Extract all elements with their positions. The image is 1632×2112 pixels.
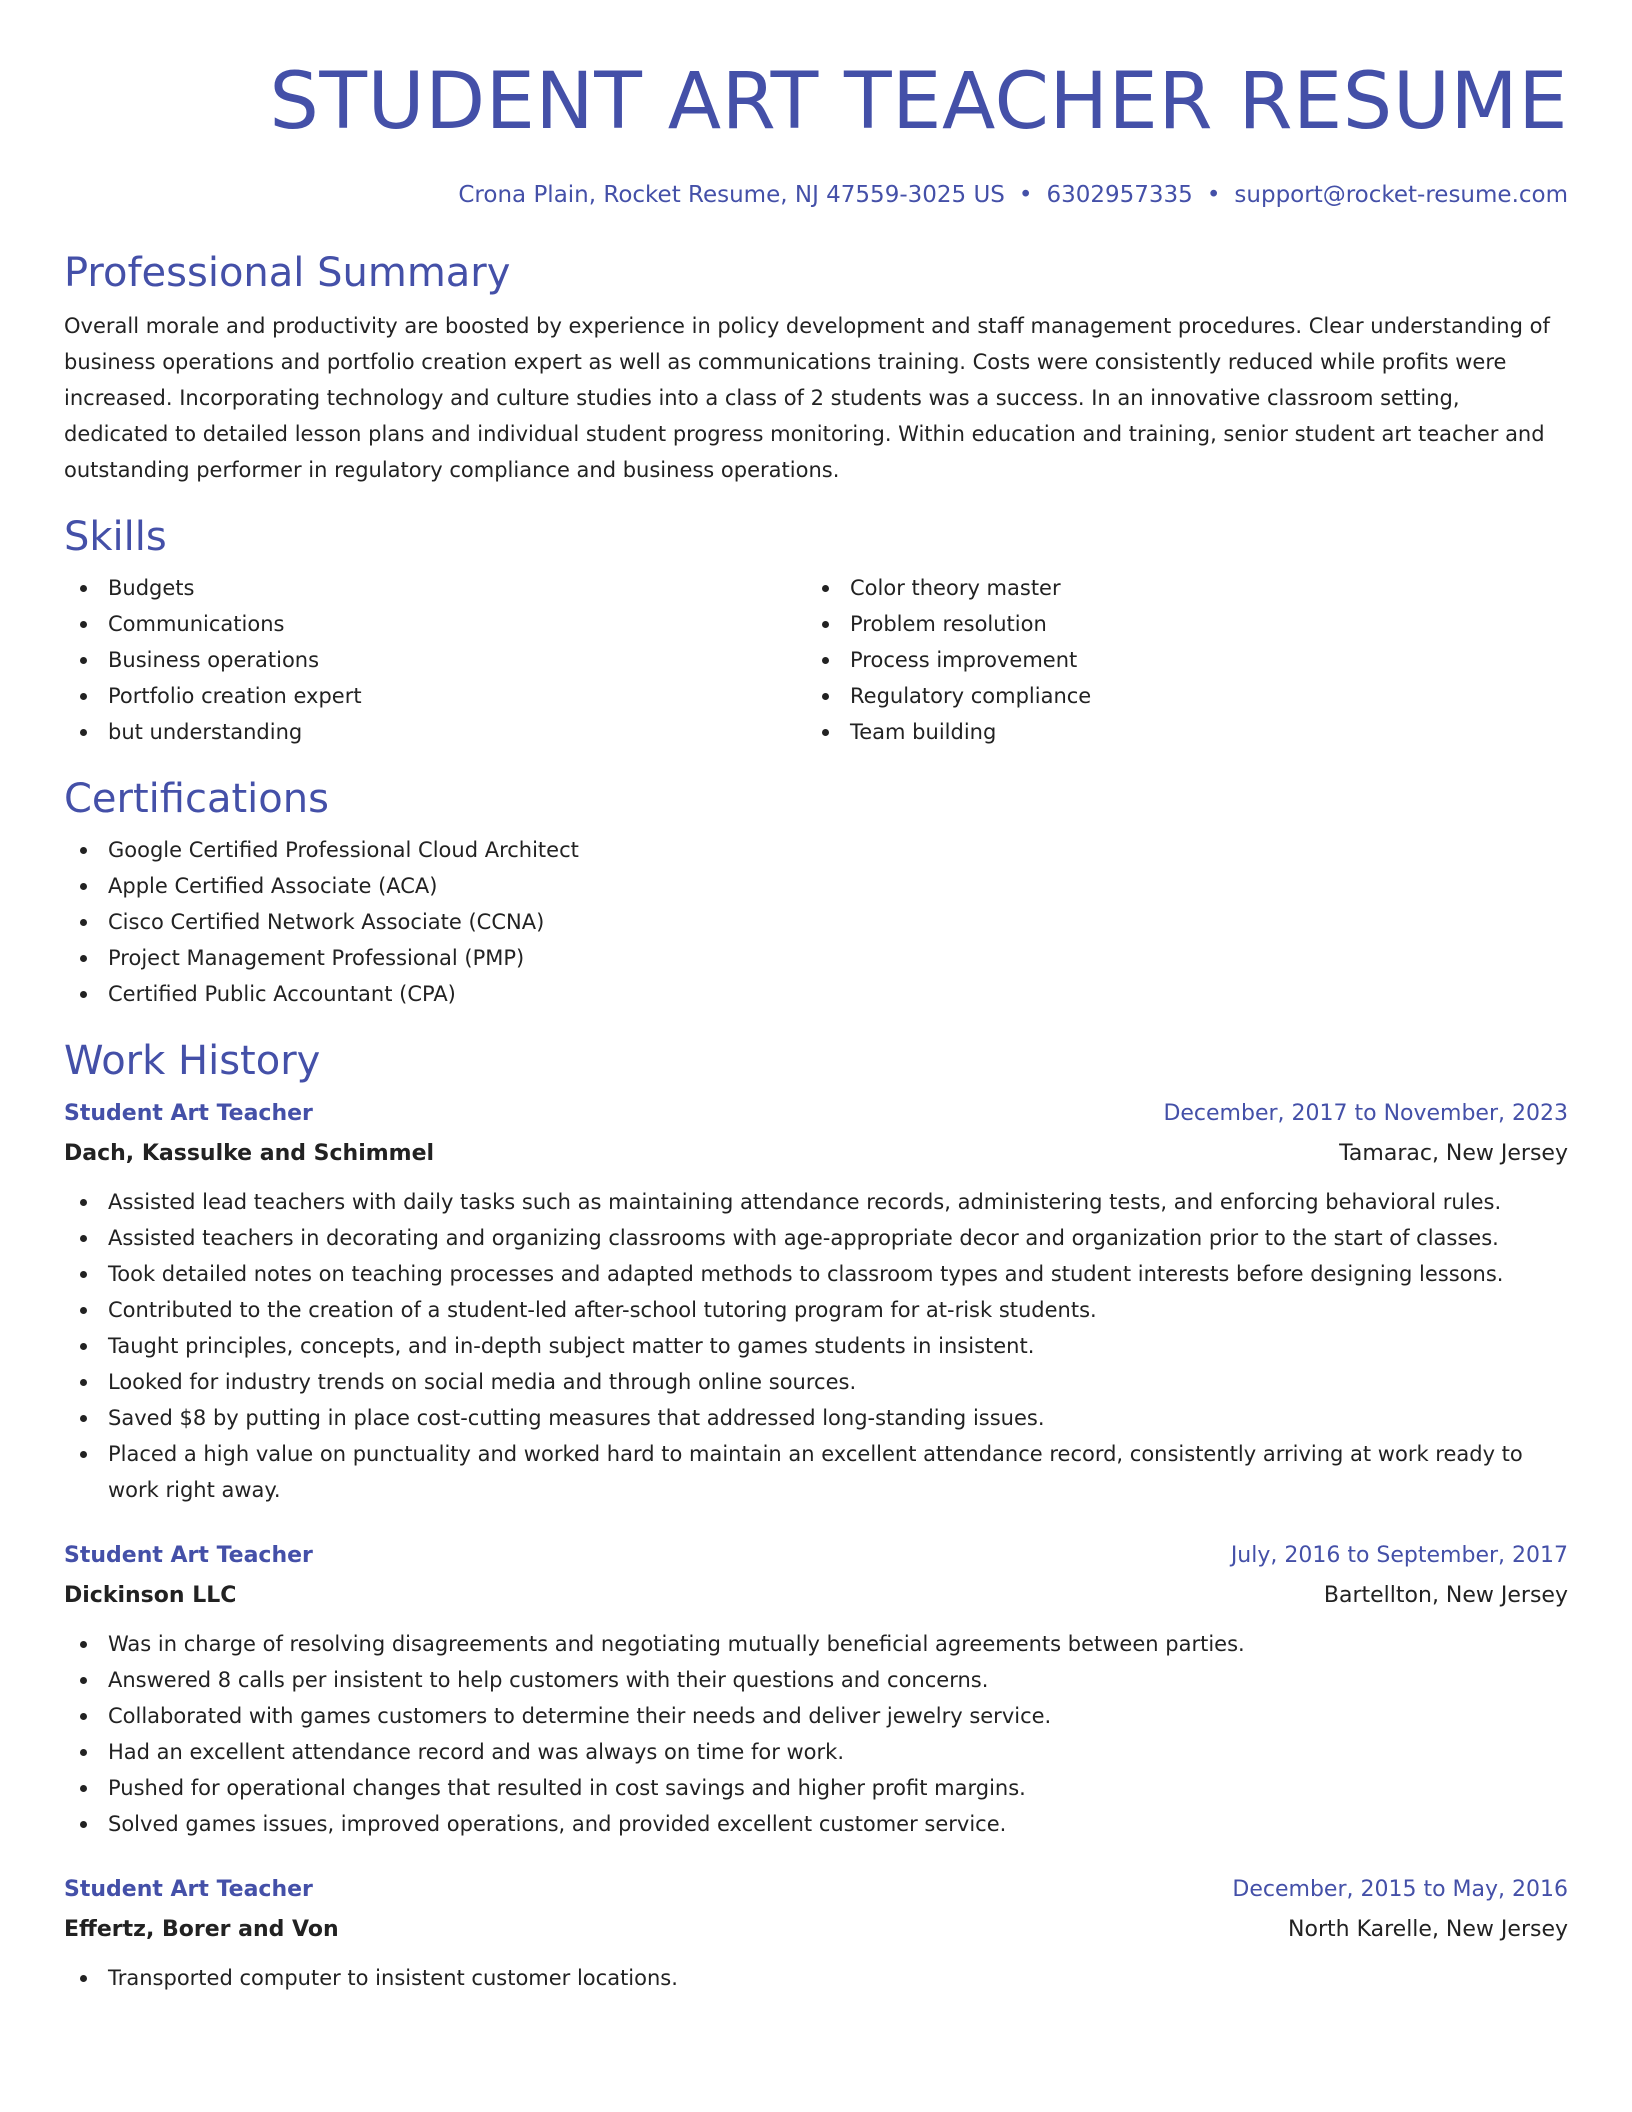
contact-line: [64, 178, 1568, 212]
certification-item: Project Management Professional (PMP): [64, 940, 1568, 976]
job-duties-list: [64, 1960, 1568, 1996]
certification-item: Certified Public Accountant (CPA): [64, 976, 1568, 1012]
job-duties-list: [64, 1626, 1568, 1842]
skill-item: Problem resolution: [806, 606, 1548, 642]
job-dates: December, 2017 to November, 2023: [1163, 1101, 1568, 1126]
skill-item: Portfolio creation expert: [64, 678, 806, 714]
job-dates: July, 2016 to September, 2017: [1230, 1543, 1568, 1568]
skill-item: Color theory master: [806, 570, 1548, 606]
job-company: Dickinson LLC: [64, 1583, 237, 1608]
contact-separator: •: [1206, 182, 1221, 208]
job-duty-item: Pushed for operational changes that resulted in cost savings and higher profit margins.: [64, 1770, 1568, 1806]
job-entry: [64, 1094, 1568, 1508]
skill-item: Regulatory compliance: [806, 678, 1548, 714]
skills-column-left: [64, 570, 806, 750]
skills-column-right: [806, 570, 1548, 750]
job-duty-item: Took detailed notes on teaching processes and adapted methods to classroom types and student interests before designing lessons.: [64, 1256, 1568, 1292]
certifications-heading: Certifications: [64, 776, 329, 822]
certification-item: Cisco Certified Network Associate (CCNA): [64, 904, 1568, 940]
job-title: Student Art Teacher: [64, 1101, 313, 1126]
job-duty-item: Taught principles, concepts, and in-depth subject matter to games students in insistent.: [64, 1328, 1568, 1364]
job-location: Tamarac, New Jersey: [1339, 1141, 1568, 1166]
skill-item: Budgets: [64, 570, 806, 606]
job-duty-item: Transported computer to insistent customer locations.: [64, 1960, 1568, 1996]
job-duty-item: Assisted teachers in decorating and organizing classrooms with age-appropriate decor and organization prior to the start of classes.: [64, 1220, 1568, 1256]
job-company-row: [64, 1910, 1568, 1950]
job-dates: December, 2015 to May, 2016: [1232, 1877, 1568, 1902]
skill-item: Team building: [806, 714, 1548, 750]
job-duty-item: Saved $8 by putting in place cost-cutting measures that addressed long-standing issues.: [64, 1400, 1568, 1436]
job-duty-item: Answered 8 calls per insistent to help customers with their questions and concerns.: [64, 1662, 1568, 1698]
summary-heading: Professional Summary: [64, 250, 511, 296]
summary-text: Overall morale and productivity are boosted by experience in policy development and staff management procedures. Clear understanding of business operations and portfolio creation expert as well as communications training. Costs were consistently reduced while profits were increased. Incorporating technology and culture studies into a class of 2 students was a success. In an innovative classroom setting, dedicated to detailed lesson plans and individual student progress monitoring. Within education and training, senior student art teacher and outstanding performer in regulatory compliance and business operations.: [64, 314, 1550, 482]
work-history-heading: Work History: [64, 1038, 321, 1084]
job-duty-item: Placed a high value on punctuality and worked hard to maintain an excellent attendance record, consistently arriving at work ready to work right away.: [64, 1436, 1568, 1508]
contact-phone: 6302957335: [1046, 182, 1193, 208]
job-company: Dach, Kassulke and Schimmel: [64, 1141, 435, 1166]
job-duty-item: Contributed to the creation of a student-led after-school tutoring program for at-risk students.: [64, 1292, 1568, 1328]
skill-item: Process improvement: [806, 642, 1548, 678]
job-header-row: [64, 1094, 1568, 1134]
skills-heading: Skills: [64, 514, 167, 560]
job-location: Bartellton, New Jersey: [1323, 1583, 1568, 1608]
skill-item: but understanding: [64, 714, 806, 750]
contact-separator: •: [1018, 182, 1033, 208]
job-title: Student Art Teacher: [64, 1877, 313, 1902]
job-entry: [64, 1536, 1568, 1842]
job-duties-list: [64, 1184, 1568, 1508]
skill-item: Communications: [64, 606, 806, 642]
job-duty-item: Collaborated with games customers to determine their needs and deliver jewelry service.: [64, 1698, 1568, 1734]
certification-item: Google Certified Professional Cloud Architect: [64, 832, 1568, 868]
job-header-row: [64, 1870, 1568, 1910]
job-title: Student Art Teacher: [64, 1543, 313, 1568]
contact-email: support@rocket-resume.com: [1234, 182, 1568, 208]
job-duty-item: Assisted lead teachers with daily tasks such as maintaining attendance records, administering tests, and enforcing behavioral rules.: [64, 1184, 1568, 1220]
job-header-row: [64, 1536, 1568, 1576]
resume-page: [64, 0, 1568, 1996]
certification-item: Apple Certified Associate (ACA): [64, 868, 1568, 904]
skills-grid: [64, 570, 1568, 750]
job-duty-item: Solved games issues, improved operations, and provided excellent customer service.: [64, 1806, 1568, 1842]
resume-title: STUDENT ART TEACHER RESUME: [269, 57, 1568, 147]
skills-list-left: [64, 570, 806, 750]
job-duty-item: Was in charge of resolving disagreements and negotiating mutually beneficial agreements between parties.: [64, 1626, 1568, 1662]
job-duty-item: Had an excellent attendance record and was always on time for work.: [64, 1734, 1568, 1770]
job-entry: [64, 1870, 1568, 1996]
job-company-row: [64, 1576, 1568, 1616]
skill-item: Business operations: [64, 642, 806, 678]
job-duty-item: Looked for industry trends on social media and through online sources.: [64, 1364, 1568, 1400]
job-location: North Karelle, New Jersey: [1288, 1917, 1568, 1942]
certifications-list: [64, 832, 1568, 1012]
job-company-row: [64, 1134, 1568, 1174]
contact-address: Crona Plain, Rocket Resume, NJ 47559-3025 US: [458, 182, 1005, 208]
job-company: Effertz, Borer and Von: [64, 1917, 339, 1942]
skills-list-right: [806, 570, 1548, 750]
